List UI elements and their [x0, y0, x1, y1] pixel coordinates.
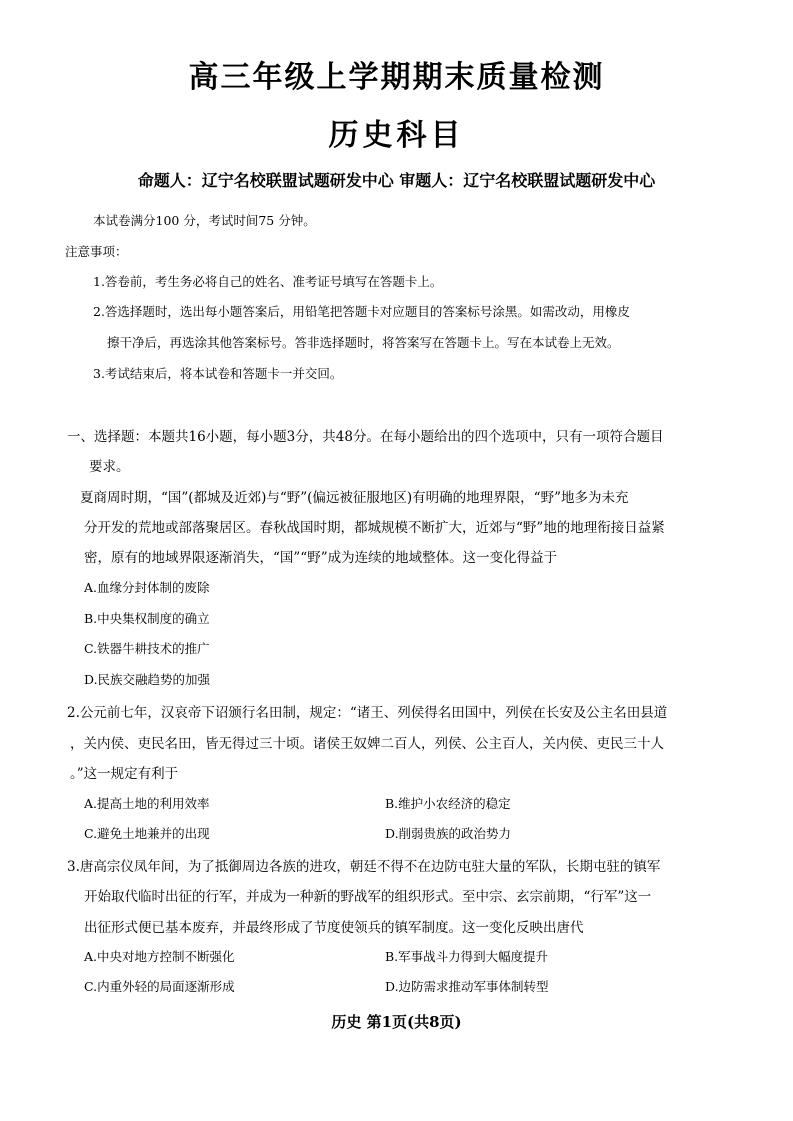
section-heading: 一、选择题：本题共16小题，每小题3分，共48分。在每小题给出的四个选项中，只有一项符合题目: [67, 429, 664, 445]
notice-item: 1.答卷前，考生务必将自己的姓名、准考证号填写在答题卡上。: [93, 274, 443, 289]
question-2-option-c: C.避免土地兼并的出现: [84, 826, 210, 841]
authors-line: 命题人：辽宁名校联盟试题研发中心 审题人：辽宁名校联盟试题研发中心: [137, 171, 656, 190]
notice-heading: 注意事项：: [65, 244, 128, 259]
question-2-option-a: A.提高土地的利用效率: [84, 796, 210, 811]
question-1-stem: 密，原有的地域界限逐渐消失，“国”“野”成为连续的地域整体。这一变化得益于: [84, 550, 558, 566]
question-2-option-b: B.维护小农经济的稳定: [385, 796, 511, 811]
question-1-option-d: D.民族交融趋势的加强: [84, 672, 211, 687]
notice-item: 3.考试结束后，将本试卷和答题卡一并交回。: [93, 366, 343, 381]
question-1-option-c: C.铁器牛耕技术的推广: [84, 641, 210, 656]
page-footer: 历史 第1页(共8页): [331, 1013, 462, 1031]
question-3-stem: 出征形式便已基本废弃，并最终形成了节度使领兵的镇军制度。这一变化反映出唐代: [84, 920, 584, 936]
score-time-note: 本试卷满分100 分，考试时间75 分钟。: [93, 213, 316, 228]
notice-item-continuation: 擦干净后，再选涂其他答案标号。答非选择题时，将答案写在答题卡上。写在本试卷上无效。: [107, 335, 620, 350]
question-3-stem: 3.唐高宗仪凤年间，为了抵御周边各族的进攻，朝廷不得不在边防屯驻大量的军队，长期屯驻的镇军: [67, 859, 661, 875]
question-1-option-a: A.血缘分封体制的废除: [84, 580, 210, 595]
question-2-stem: 2.公元前七年，汉哀帝下诏颁行名田制，规定：“诸王、列侯得名田国中，列侯在长安及公主名田县道: [67, 705, 668, 721]
question-3-option-a: A.中央对地方控制不断强化: [84, 949, 235, 964]
exam-title: 高三年级上学期期末质量检测: [188, 60, 605, 95]
question-2-option-d: D.削弱贵族的政治势力: [385, 826, 512, 841]
section-heading-continuation: 要求。: [89, 459, 130, 475]
question-2-stem: ，关内侯、吏民名田，皆无得过三十顷。诸侯王奴婢二百人，列侯、公主百人，关内侯、吏民三十人: [70, 736, 664, 752]
question-1-stem: 夏商周时期，“国”(都城及近郊)与“野”(偏远被征服地区)有明确的地理界限，“野”地多为未充: [80, 490, 629, 506]
subject-title: 历史科目: [328, 118, 465, 153]
question-2-stem: 。”这一规定有利于: [70, 766, 179, 782]
question-3-option-c: C.内重外轻的局面逐渐形成: [84, 979, 235, 994]
notice-item: 2.答选择题时，选出每小题答案后，用铅笔把答题卡对应题目的答案标号涂黑。如需改动，用橡皮: [93, 304, 630, 319]
question-3-option-b: B.军事战斗力得到大幅度提升: [385, 949, 549, 964]
question-3-option-d: D.边防需求推动军事体制转型: [385, 979, 549, 994]
question-1-stem: 分开发的荒地或部落聚居区。春秋战国时期，都城规模不断扩大，近郊与“野”地的地理衔接日益紧: [84, 520, 665, 536]
question-1-option-b: B.中央集权制度的确立: [84, 611, 210, 626]
question-3-stem: 开始取代临时出征的行军，并成为一种新的野战军的组织形式。至中宗、玄宗前期，“行军”这一: [84, 889, 652, 905]
